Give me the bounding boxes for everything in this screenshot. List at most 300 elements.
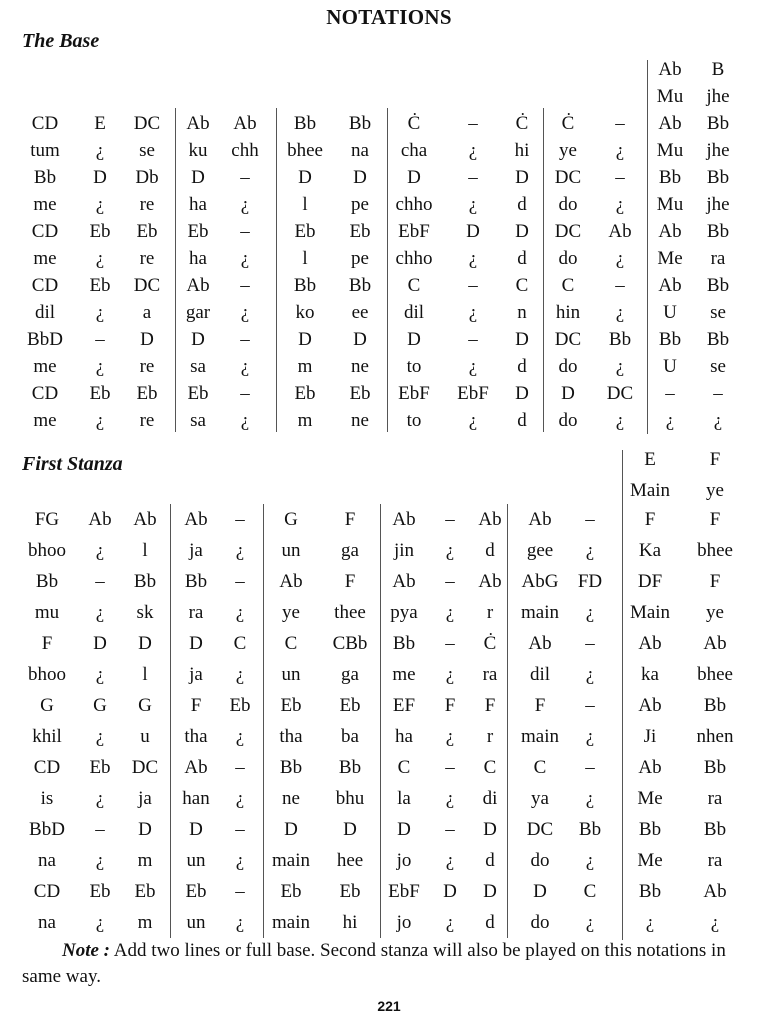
note-cell: D xyxy=(515,329,529,350)
note-cell: F xyxy=(709,571,721,592)
note-cell: – xyxy=(235,819,245,840)
note-cell: – xyxy=(445,509,455,530)
note-cell: Eb xyxy=(134,881,156,902)
lyric-cell: bhoo xyxy=(28,540,66,561)
lyric-cell: sa xyxy=(190,356,206,377)
note-cell: Db xyxy=(135,167,159,188)
lyric-cell: d xyxy=(517,356,527,377)
lyric-cell: ja xyxy=(138,788,152,809)
lyric-cell: m xyxy=(297,410,313,431)
note-cell: Bb xyxy=(703,757,727,778)
note-cell: – xyxy=(665,383,675,404)
lyric-cell: ne xyxy=(351,356,369,377)
lyric-cell: ¿ xyxy=(235,912,245,933)
note-cell: EF xyxy=(392,695,416,716)
lyric-cell: chho xyxy=(395,194,433,215)
note-cell: D xyxy=(561,383,575,404)
note-cell: Eb xyxy=(136,383,158,404)
note-cell: Bb xyxy=(348,113,372,134)
lyric-cell: di xyxy=(482,788,498,809)
lyric-cell: ¿ xyxy=(615,356,625,377)
lyric-cell: main xyxy=(521,602,559,623)
lyric-cell: se xyxy=(710,302,726,323)
note-cell: Eb xyxy=(339,881,361,902)
lyric-cell: khil xyxy=(32,726,62,747)
note-cell: – xyxy=(468,113,478,134)
lyric-cell: ¿ xyxy=(445,664,455,685)
note-cell: CD xyxy=(33,881,61,902)
note-cell: D xyxy=(93,167,107,188)
note-cell: C xyxy=(561,275,575,296)
lyric-cell: chho xyxy=(395,248,433,269)
note-cell: – xyxy=(445,819,455,840)
lyric-cell: ja xyxy=(189,664,203,685)
lyric-cell: ye xyxy=(282,602,300,623)
note-cell: Ab xyxy=(279,571,303,592)
note-cell: Bb xyxy=(279,757,303,778)
note-cell: DF xyxy=(637,571,663,592)
note-cell: C xyxy=(533,757,547,778)
pickup-cell: B xyxy=(711,59,725,80)
lyric-cell: na xyxy=(351,140,369,161)
note-cell: E xyxy=(94,113,106,134)
note-cell: D xyxy=(483,819,497,840)
lyric-cell: me xyxy=(33,248,57,269)
note-cell: D xyxy=(298,329,312,350)
lyric-cell: ¿ xyxy=(585,540,595,561)
note-cell: D xyxy=(138,819,152,840)
lyric-cell: do xyxy=(558,356,578,377)
note-cell: D xyxy=(191,329,205,350)
note-cell: F xyxy=(190,695,202,716)
note-cell: C xyxy=(397,757,411,778)
lyric-cell: gee xyxy=(526,540,554,561)
note-cell: Eb xyxy=(187,383,209,404)
note-cell: BbD xyxy=(29,819,65,840)
note-cell: FG xyxy=(34,509,60,530)
lyric-cell: do xyxy=(530,850,550,871)
note-cell: Eb xyxy=(339,695,361,716)
lyric-cell: ja xyxy=(189,540,203,561)
lyric-cell: Me xyxy=(637,788,663,809)
lyric-cell: is xyxy=(40,788,54,809)
lyric-cell: ¿ xyxy=(95,602,105,623)
note-cell: Bb xyxy=(706,275,730,296)
lyric-cell: bhoo xyxy=(28,664,66,685)
note-cell: – xyxy=(240,275,250,296)
note-cell: F xyxy=(444,695,456,716)
lyric-cell: ¿ xyxy=(585,788,595,809)
lyric-cell: ye xyxy=(706,602,724,623)
lyric-cell: se xyxy=(139,140,155,161)
note-cell: Bb xyxy=(35,571,59,592)
lyric-cell: ¿ xyxy=(95,726,105,747)
lyric-cell: re xyxy=(139,248,155,269)
lyric-cell: ¿ xyxy=(240,356,250,377)
lyric-cell: hee xyxy=(336,850,364,871)
note-cell: Ab xyxy=(703,881,727,902)
lyric-cell: d xyxy=(517,248,527,269)
lyric-cell: d xyxy=(485,912,495,933)
lyric-cell: main xyxy=(272,912,310,933)
note-cell: – xyxy=(235,509,245,530)
lyric-cell: m xyxy=(297,356,313,377)
note-cell: – xyxy=(235,571,245,592)
note-cell: G xyxy=(284,509,298,530)
lyric-cell: un xyxy=(281,540,301,561)
note-cell: Ab xyxy=(658,113,682,134)
note-cell: Eb xyxy=(89,383,111,404)
lyric-cell: me xyxy=(33,410,57,431)
lyric-cell: dil xyxy=(34,302,56,323)
note-cell: D xyxy=(353,329,367,350)
note-cell: D xyxy=(284,819,298,840)
note-cell: – xyxy=(615,113,625,134)
lyric-cell: Main xyxy=(629,602,671,623)
note-cell: Bb xyxy=(658,329,682,350)
note-cell: Ab xyxy=(392,571,416,592)
note-cell: Ab xyxy=(638,633,662,654)
note-cell: Bb xyxy=(348,275,372,296)
note-cell: Ċ xyxy=(515,113,529,134)
lyric-cell: ku xyxy=(188,140,208,161)
section-heading-first-stanza: First Stanza xyxy=(22,453,123,475)
note-cell: – xyxy=(240,383,250,404)
note-cell: Bb xyxy=(706,329,730,350)
lyric-cell: ¿ xyxy=(240,410,250,431)
lyric-cell: tha xyxy=(184,726,208,747)
footnote xyxy=(22,938,762,990)
bar-line xyxy=(170,504,171,938)
note-cell: F xyxy=(344,509,356,530)
note-cell: Ab xyxy=(658,221,682,242)
note-cell: Eb xyxy=(89,221,111,242)
note-cell: Ab xyxy=(638,757,662,778)
lyric-cell: bhee xyxy=(697,540,733,561)
note-cell: DC xyxy=(526,819,554,840)
lyric-cell: ¿ xyxy=(468,248,478,269)
lyric-cell: U xyxy=(663,302,677,323)
bar-line xyxy=(263,504,264,938)
lyric-cell: ¿ xyxy=(468,356,478,377)
note-cell: DC xyxy=(554,329,582,350)
lyric-cell: ¿ xyxy=(95,248,105,269)
note-cell: – xyxy=(468,167,478,188)
lyric-cell: ¿ xyxy=(713,410,723,431)
note-cell: Eb xyxy=(349,221,371,242)
section-heading-base: The Base xyxy=(22,30,100,52)
lyric-cell: l xyxy=(302,194,308,215)
note-cell: D xyxy=(138,633,152,654)
lyric-cell: re xyxy=(139,356,155,377)
lyric-cell: do xyxy=(530,912,550,933)
lyric-cell: pe xyxy=(351,194,369,215)
lyric-cell: ¿ xyxy=(615,140,625,161)
lyric-cell: re xyxy=(139,194,155,215)
lyric-cell: ko xyxy=(295,302,315,323)
note-cell: DC xyxy=(133,113,161,134)
note-cell: C xyxy=(583,881,597,902)
note-cell: C xyxy=(284,633,298,654)
note-cell: EbF xyxy=(398,383,430,404)
note-cell: – xyxy=(585,509,595,530)
lyric-cell: ha xyxy=(189,194,207,215)
note-cell: D xyxy=(407,329,421,350)
lyric-cell: ra xyxy=(707,850,723,871)
lyric-cell: ¿ xyxy=(235,602,245,623)
note-cell: Bb xyxy=(133,571,157,592)
note-cell: Bb xyxy=(638,819,662,840)
lyric-cell: ¿ xyxy=(235,664,245,685)
lyric-cell: do xyxy=(558,194,578,215)
lyric-cell: ba xyxy=(341,726,359,747)
lyric-cell: ¿ xyxy=(585,726,595,747)
note-cell: G xyxy=(93,695,107,716)
note-cell: Eb xyxy=(294,383,316,404)
note-cell: – xyxy=(95,329,105,350)
lyric-cell: re xyxy=(139,410,155,431)
lyric-cell: ¿ xyxy=(585,912,595,933)
note-cell: Ab xyxy=(186,113,210,134)
note-cell: EbF xyxy=(388,881,420,902)
note-cell: – xyxy=(468,275,478,296)
note-cell: D xyxy=(533,881,547,902)
lyric-cell: to xyxy=(406,356,422,377)
note-cell: Bb xyxy=(703,695,727,716)
lyric-cell: ¿ xyxy=(468,410,478,431)
note-cell: Eb xyxy=(280,881,302,902)
note-cell: D xyxy=(189,633,203,654)
lyric-cell: pya xyxy=(390,602,418,623)
lyric-cell: n xyxy=(517,302,527,323)
lyric-cell: ¿ xyxy=(615,410,625,431)
lyric-cell: jo xyxy=(396,850,412,871)
note-cell: Ab xyxy=(184,509,208,530)
note-cell: Ab xyxy=(186,275,210,296)
lyric-cell: ¿ xyxy=(585,602,595,623)
lyric-cell: ¿ xyxy=(615,302,625,323)
note-cell: CD xyxy=(31,275,59,296)
note-cell: Ab xyxy=(608,221,632,242)
lyric-cell: ra xyxy=(482,664,498,685)
final-bar-line xyxy=(622,450,623,940)
pickup-cell: E xyxy=(644,449,656,470)
note-cell: D xyxy=(343,819,357,840)
lyric-cell: han xyxy=(182,788,210,809)
note-cell: Bb xyxy=(658,167,682,188)
lyric-cell: d xyxy=(517,194,527,215)
note-cell: Bb xyxy=(293,113,317,134)
lyric-cell: ye xyxy=(559,140,577,161)
lyric-cell: ¿ xyxy=(95,850,105,871)
note-cell: Bb xyxy=(338,757,362,778)
lyric-cell: na xyxy=(38,912,56,933)
note-cell: EbF xyxy=(398,221,430,242)
lyric-cell: dil xyxy=(529,664,551,685)
note-cell: D xyxy=(353,167,367,188)
note-cell: D xyxy=(191,167,205,188)
note-cell: CD xyxy=(31,113,59,134)
note-cell: DC xyxy=(131,757,159,778)
lyric-cell: to xyxy=(406,410,422,431)
lyric-cell: un xyxy=(186,850,206,871)
lyric-cell: ha xyxy=(189,248,207,269)
lyric-cell: Ka xyxy=(638,540,662,561)
note-cell: – xyxy=(95,571,105,592)
lyric-cell: ra xyxy=(710,248,726,269)
bar-line xyxy=(543,108,544,432)
note-cell: D xyxy=(483,881,497,902)
note-cell: DC xyxy=(554,221,582,242)
lyric-cell: ¿ xyxy=(95,302,105,323)
note-cell: Eb xyxy=(187,221,209,242)
lyric-cell: ne xyxy=(351,410,369,431)
lyric-cell: ¿ xyxy=(468,302,478,323)
note-cell: – xyxy=(445,757,455,778)
lyric-cell: ¿ xyxy=(445,788,455,809)
note-cell: D xyxy=(443,881,457,902)
lyric-cell: r xyxy=(486,602,494,623)
lyric-cell: l xyxy=(142,540,148,561)
lyric-cell: do xyxy=(558,248,578,269)
lyric-cell: ¿ xyxy=(468,140,478,161)
lyric-cell: jhe xyxy=(706,194,730,215)
lyric-cell: chh xyxy=(231,140,259,161)
lyric-cell: d xyxy=(485,540,495,561)
lyric-cell: ¿ xyxy=(95,540,105,561)
lyric-cell: ¿ xyxy=(95,664,105,685)
lyric-cell: a xyxy=(142,302,152,323)
note-cell: CD xyxy=(31,383,59,404)
lyric-cell: ra xyxy=(188,602,204,623)
lyric-cell: ¿ xyxy=(240,302,250,323)
lyric-cell: tha xyxy=(279,726,303,747)
note-cell: – xyxy=(585,757,595,778)
note-cell: EbF xyxy=(457,383,489,404)
lyric-cell: bhee xyxy=(697,664,733,685)
note-cell: BbD xyxy=(27,329,63,350)
lyric-cell: jhe xyxy=(706,140,730,161)
note-cell: Bb xyxy=(578,819,602,840)
note-cell: DC xyxy=(606,383,634,404)
note-cell: Bb xyxy=(703,819,727,840)
note-cell: G xyxy=(40,695,54,716)
lyric-cell: sa xyxy=(190,410,206,431)
lyric-cell: ga xyxy=(341,540,359,561)
lyric-cell: jo xyxy=(396,912,412,933)
note-cell: Ab xyxy=(478,571,502,592)
note-cell: C xyxy=(407,275,421,296)
lyric-cell: me xyxy=(33,194,57,215)
lyric-cell: ¿ xyxy=(445,912,455,933)
note-cell: Ċ xyxy=(561,113,575,134)
bar-line xyxy=(175,108,176,432)
lyric-cell: ha xyxy=(395,726,413,747)
note-cell: Ab xyxy=(638,695,662,716)
note-cell: D xyxy=(466,221,480,242)
lyric-cell: nhen xyxy=(696,726,734,747)
lyric-cell: ¿ xyxy=(235,726,245,747)
pickup-cell: Mu xyxy=(656,86,684,107)
lyric-cell: sk xyxy=(136,602,154,623)
lyric-cell: ¿ xyxy=(235,788,245,809)
lyric-cell: ¿ xyxy=(710,912,720,933)
note-cell: Eb xyxy=(349,383,371,404)
lyric-cell: ¿ xyxy=(95,356,105,377)
note-cell: Bb xyxy=(706,221,730,242)
note-cell: – xyxy=(615,275,625,296)
note-cell: D xyxy=(140,329,154,350)
lyric-cell: hin xyxy=(555,302,581,323)
page-number: 221 xyxy=(377,998,401,1014)
lyric-cell: ra xyxy=(707,788,723,809)
lyric-cell: dil xyxy=(403,302,425,323)
lyric-cell: Ji xyxy=(643,726,657,747)
note-cell: Eb xyxy=(185,881,207,902)
note-cell: Ab xyxy=(184,757,208,778)
lyric-cell: ¿ xyxy=(445,850,455,871)
note-cell: Eb xyxy=(280,695,302,716)
note-cell: F xyxy=(709,509,721,530)
lyric-cell: ¿ xyxy=(615,248,625,269)
lyric-cell: ¿ xyxy=(240,248,250,269)
note-cell: Bb xyxy=(392,633,416,654)
note-cell: – xyxy=(240,167,250,188)
lyric-cell: ¿ xyxy=(95,140,105,161)
note-cell: – xyxy=(615,167,625,188)
note-cell: CD xyxy=(33,757,61,778)
note-cell: D xyxy=(515,221,529,242)
lyric-cell: bhu xyxy=(335,788,365,809)
note-cell: Eb xyxy=(294,221,316,242)
pickup-cell: Ab xyxy=(658,59,682,80)
lyric-cell: ¿ xyxy=(445,726,455,747)
lyric-cell: ka xyxy=(641,664,659,685)
note-cell: Ab xyxy=(233,113,257,134)
lyric-cell: d xyxy=(485,850,495,871)
lyric-cell: ¿ xyxy=(615,194,625,215)
page-title: NOTATIONS xyxy=(326,5,452,29)
lyric-cell: ¿ xyxy=(468,194,478,215)
note-cell: Bb xyxy=(293,275,317,296)
lyric-cell: Mu xyxy=(656,140,684,161)
note-label: Note : xyxy=(62,940,111,961)
bar-line xyxy=(387,108,388,432)
lyric-cell: hi xyxy=(514,140,530,161)
lyric-cell: ¿ xyxy=(95,912,105,933)
note-cell: F xyxy=(344,571,356,592)
lyric-cell: cha xyxy=(400,140,428,161)
lyric-cell: Mu xyxy=(656,194,684,215)
lyric-cell: se xyxy=(710,356,726,377)
lyric-cell: ¿ xyxy=(95,194,105,215)
note-cell: – xyxy=(240,329,250,350)
lyric-cell: gar xyxy=(185,302,211,323)
note-cell: Bb xyxy=(33,167,57,188)
lyric-cell: thee xyxy=(334,602,366,623)
lyric-cell: ¿ xyxy=(240,194,250,215)
pickup-cell: ye xyxy=(706,480,724,501)
note-cell: Ċ xyxy=(407,113,421,134)
lyric-cell: l xyxy=(142,664,148,685)
lyric-cell: ¿ xyxy=(95,410,105,431)
note-cell: D xyxy=(397,819,411,840)
lyric-cell: main xyxy=(521,726,559,747)
lyric-cell: d xyxy=(517,410,527,431)
pickup-cell: Main xyxy=(629,480,671,501)
bar-line xyxy=(507,504,508,938)
note-cell: Eb xyxy=(89,881,111,902)
